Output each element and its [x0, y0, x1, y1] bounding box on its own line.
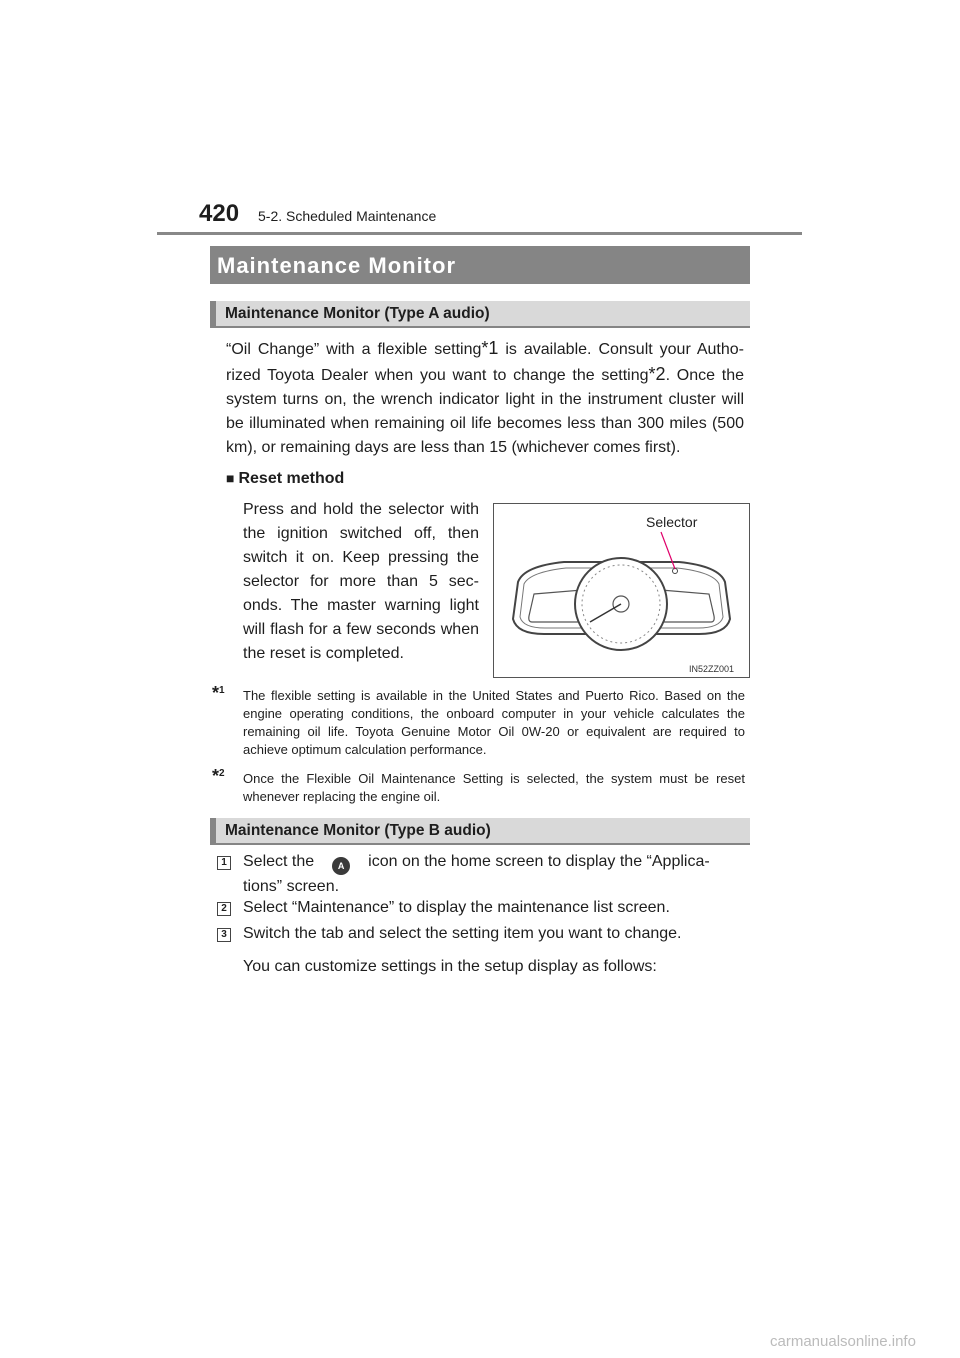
selector-knob: [673, 569, 678, 574]
main-heading: Maintenance Monitor: [210, 246, 750, 284]
selector-label: Selector: [646, 514, 698, 530]
selector-callout-line: [661, 532, 675, 569]
reset-title-text: Reset method: [238, 470, 345, 487]
closing-text: You can customize settings in the setup display as follows:: [243, 958, 657, 975]
reset-method-title: [226, 470, 344, 488]
reset-method-text: Press and hold the selector with the ignition switched off, then switch it on. Keep pressing the selector for more than 5 sec-onds. The master warning light will flash for a few seconds when the reset is completed.: [243, 501, 479, 662]
footnote-ref-2: *2: [648, 364, 666, 384]
subheading-type-a: Maintenance Monitor (Type A audio): [210, 301, 750, 328]
instrument-cluster-figure: [493, 503, 750, 678]
step-1-text-b: icon on the home screen to display the “Applica-: [368, 853, 710, 870]
intro-line-1: “Oil Change” with a flexible setting: [226, 341, 482, 358]
footnote-2-mark: [212, 766, 225, 787]
step-2-text: Select “Maintenance” to display the maintenance list screen.: [243, 899, 670, 916]
step-1-number: 1: [217, 856, 231, 870]
footnote-2: Once the Flexible Oil Maintenance Setting is selected, the system must be reset whenever replacing the engine oil.: [243, 771, 745, 804]
step-2-number: 2: [217, 902, 231, 916]
instrument-cluster-illustration: [494, 504, 749, 677]
step-1-text-a: Select the: [243, 853, 315, 870]
intro-line-2: rized Toyota Dealer when you want to change the setting: [226, 367, 649, 384]
step-1-text: [243, 850, 748, 899]
subheading-type-b: Maintenance Monitor (Type B audio): [210, 818, 750, 845]
footnote-ref-1: *1: [481, 338, 499, 358]
header-rule: [157, 232, 802, 235]
intro-line-1b: is available. Consult your Autho-: [498, 341, 745, 358]
footnote-2-star: *: [212, 766, 220, 786]
page-number: 420: [199, 200, 240, 227]
footnote-1-mark: [212, 683, 225, 704]
watermark: carmanualsonline.info: [770, 1333, 916, 1350]
step-3-text: Switch the tab and select the setting item you want to change.: [243, 925, 682, 942]
footnote-1-num: 1: [219, 685, 225, 696]
footnote-2-num: 2: [219, 768, 225, 779]
intro-line-3: system turns on, the wrench indicator light in the instrument cluster will be illuminated when remaining oil life becomes less than 300 miles (500 km), or remaining days are less than 15 (whichever comes first).: [226, 391, 744, 456]
type-a-intro: [226, 336, 744, 460]
step-1-text-c: tions” screen.: [243, 878, 340, 895]
applications-icon: A: [332, 857, 350, 875]
step-3-number: 3: [217, 928, 231, 942]
figure-code: IN52ZZ001: [689, 664, 735, 674]
intro-line-2b: . Once the: [665, 367, 745, 384]
square-bullet-icon: ■: [226, 470, 235, 486]
section-reference: 5-2. Scheduled Maintenance: [258, 208, 437, 224]
footnote-1-star: *: [212, 683, 220, 703]
footnote-1: The flexible setting is available in the United States and Puerto Rico. Based on the engine operating conditions, the onboard computer in your vehicle calculates the remaining oil life. Toyota Genuine Motor Oil 0W-20 or equivalent are required to achieve optimum calculation performance.: [243, 688, 745, 757]
